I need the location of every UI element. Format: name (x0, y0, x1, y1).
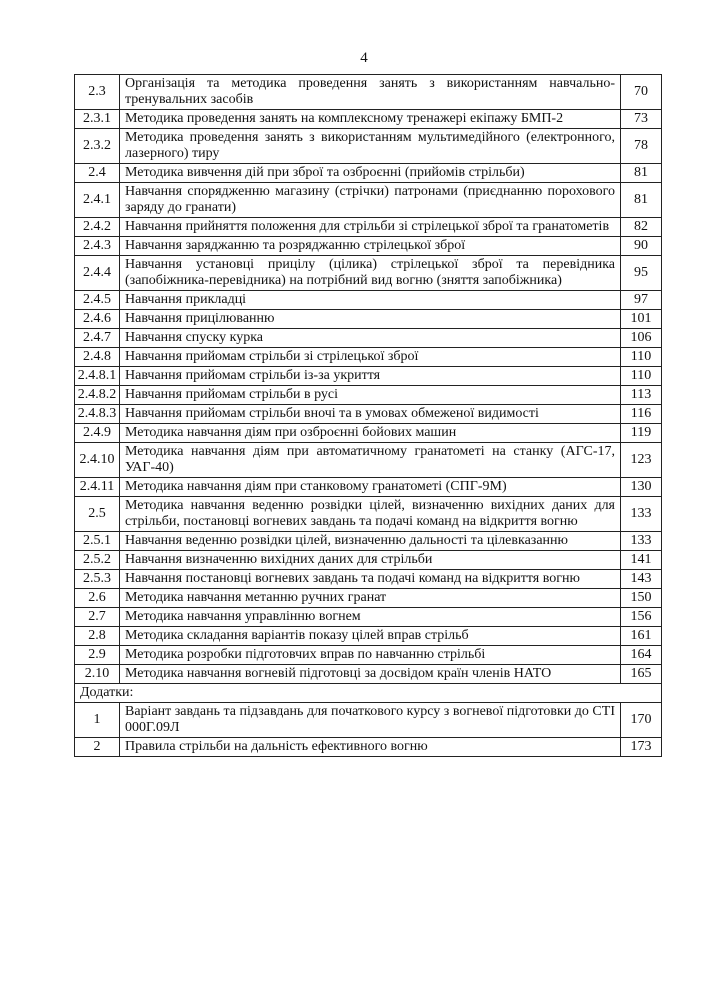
toc-page-number: 81 (621, 164, 662, 183)
toc-section-title: Правила стрільби на дальність ефективного вогню (120, 738, 621, 757)
toc-section-number: 2.4.8.3 (75, 405, 120, 424)
toc-section-title: Навчання постановці вогневих завдань та подачі команд на відкриття вогню (120, 570, 621, 589)
toc-row (75, 424, 662, 443)
toc-section-title: Методика навчання вогневій підготовці за досвідом країн членів НАТО (120, 665, 621, 684)
toc-section-title: Методика розробки підготовчих вправ по навчанню стрільбі (120, 646, 621, 665)
toc-row (75, 443, 662, 478)
toc-page-number: 73 (621, 110, 662, 129)
toc-section-number: 2.4.11 (75, 478, 120, 497)
toc-section-number: 2.5.1 (75, 532, 120, 551)
toc-row (75, 646, 662, 665)
toc-appendix-header-row (75, 684, 662, 703)
toc-section-title: Методика проведення занять на комплексному тренажері екіпажу БМП-2 (120, 110, 621, 129)
toc-page-number: 113 (621, 386, 662, 405)
toc-row (75, 237, 662, 256)
toc-section-number: 2.3.1 (75, 110, 120, 129)
toc-section-title: Методика складання варіантів показу цілей вправ стрільб (120, 627, 621, 646)
toc-page-number: 81 (621, 183, 662, 218)
toc-page-number: 78 (621, 129, 662, 164)
toc-page-number: 133 (621, 497, 662, 532)
toc-section-title: Методика навчання веденню розвідки цілей, визначенню вихідних даних для стрільби, постановці вогневих завдань та подачі команд на відкриття вогню (120, 497, 621, 532)
toc-section-title: Методика навчання діям при автоматичному гранатометі на станку (АГС-17, УАГ-40) (120, 443, 621, 478)
toc-row (75, 608, 662, 627)
toc-section-number: 2.4.4 (75, 256, 120, 291)
toc-section-number: 2.6 (75, 589, 120, 608)
toc-section-number: 2.4.5 (75, 291, 120, 310)
toc-page-number: 123 (621, 443, 662, 478)
toc-section-number: 2.4.10 (75, 443, 120, 478)
toc-page-number: 156 (621, 608, 662, 627)
toc-section-number: 2.4.8.2 (75, 386, 120, 405)
toc-row (75, 532, 662, 551)
toc-section-number: 2.5.3 (75, 570, 120, 589)
toc-page-number: 110 (621, 348, 662, 367)
toc-page-number: 161 (621, 627, 662, 646)
toc-section-title: Навчання прикладці (120, 291, 621, 310)
toc-section-title: Навчання прийомам стрільби із-за укриття (120, 367, 621, 386)
toc-row (75, 665, 662, 684)
toc-page-number: 173 (621, 738, 662, 757)
toc-row (75, 478, 662, 497)
toc-page-number: 101 (621, 310, 662, 329)
toc-section-title: Навчання заряджанню та розряджанню стрілецької зброї (120, 237, 621, 256)
toc-row (75, 348, 662, 367)
toc-row (75, 329, 662, 348)
toc-page-number: 170 (621, 703, 662, 738)
toc-section-title: Методика навчання метанню ручних гранат (120, 589, 621, 608)
toc-row (75, 110, 662, 129)
toc-section-title: Організація та методика проведення занять з використанням навчально-тренувальних засобів (120, 75, 621, 110)
toc-page-number: 150 (621, 589, 662, 608)
toc-body (75, 75, 662, 757)
toc-page-number: 143 (621, 570, 662, 589)
table-of-contents (74, 74, 662, 757)
toc-page-number: 82 (621, 218, 662, 237)
toc-page-number: 95 (621, 256, 662, 291)
toc-page-number: 106 (621, 329, 662, 348)
toc-section-title: Методика проведення занять з використанням мультимедійного (електронного, лазерного) тиру (120, 129, 621, 164)
toc-section-number: 2.5.2 (75, 551, 120, 570)
toc-row (75, 405, 662, 424)
toc-page-number: 164 (621, 646, 662, 665)
toc-section-title: Методика вивчення дій при зброї та озброєнні (прийомів стрільби) (120, 164, 621, 183)
toc-row (75, 589, 662, 608)
toc-section-title: Варіант завдань та підзавдань для початкового курсу з вогневої підготовки до СТІ 000Г.09Л (120, 703, 621, 738)
toc-section-number: 2.4.9 (75, 424, 120, 443)
toc-section-number: 2.3 (75, 75, 120, 110)
toc-section-number: 2.4.7 (75, 329, 120, 348)
toc-appendix-header: Додатки: (75, 684, 662, 703)
toc-section-number: 2.4 (75, 164, 120, 183)
toc-section-number: 2.4.8.1 (75, 367, 120, 386)
toc-section-number: 1 (75, 703, 120, 738)
toc-row (75, 627, 662, 646)
toc-row (75, 386, 662, 405)
toc-row (75, 164, 662, 183)
toc-section-number: 2.10 (75, 665, 120, 684)
toc-section-number: 2.8 (75, 627, 120, 646)
toc-section-number: 2.4.6 (75, 310, 120, 329)
toc-row (75, 497, 662, 532)
toc-section-title: Навчання прийомам стрільби вночі та в умовах обмеженої видимості (120, 405, 621, 424)
toc-row (75, 310, 662, 329)
toc-section-title: Навчання веденню розвідки цілей, визначенню дальності та цілевказанню (120, 532, 621, 551)
toc-row (75, 703, 662, 738)
toc-page-number: 165 (621, 665, 662, 684)
toc-row (75, 291, 662, 310)
toc-section-title: Методика навчання діям при озброєнні бойових машин (120, 424, 621, 443)
toc-section-title: Навчання прийняття положення для стрільби зі стрілецької зброї та гранатометів (120, 218, 621, 237)
toc-page-number: 97 (621, 291, 662, 310)
toc-section-title: Методика навчання управлінню вогнем (120, 608, 621, 627)
toc-section-number: 2.4.8 (75, 348, 120, 367)
toc-section-title: Методика навчання діям при станковому гранатометі (СПГ-9М) (120, 478, 621, 497)
toc-row (75, 570, 662, 589)
toc-page-number: 130 (621, 478, 662, 497)
toc-section-number: 2.4.2 (75, 218, 120, 237)
toc-section-title: Навчання спорядженню магазину (стрічки) патронами (приєднанню порохового заряду до гранати) (120, 183, 621, 218)
toc-page-number: 110 (621, 367, 662, 386)
toc-section-number: 2.7 (75, 608, 120, 627)
toc-row (75, 183, 662, 218)
toc-page-number: 90 (621, 237, 662, 256)
toc-section-number: 2.9 (75, 646, 120, 665)
toc-page-number: 119 (621, 424, 662, 443)
toc-row (75, 75, 662, 110)
toc-page-number: 133 (621, 532, 662, 551)
toc-row (75, 367, 662, 386)
toc-section-number: 2.5 (75, 497, 120, 532)
toc-page-number: 116 (621, 405, 662, 424)
toc-section-number: 2.4.3 (75, 237, 120, 256)
toc-section-title: Навчання установці прицілу (цілика) стрілецької зброї та перевідника (запобіжника-перевідника) на потрібний вид вогню (зняття запобіжника) (120, 256, 621, 291)
toc-section-number: 2 (75, 738, 120, 757)
toc-row (75, 738, 662, 757)
toc-section-number: 2.3.2 (75, 129, 120, 164)
toc-section-title: Навчання спуску курка (120, 329, 621, 348)
toc-section-title: Навчання прийомам стрільби зі стрілецької зброї (120, 348, 621, 367)
toc-section-title: Навчання прицілюванню (120, 310, 621, 329)
toc-section-title: Навчання визначенню вихідних даних для стрільби (120, 551, 621, 570)
toc-page-number: 141 (621, 551, 662, 570)
toc-page-number: 70 (621, 75, 662, 110)
toc-row (75, 129, 662, 164)
toc-section-number: 2.4.1 (75, 183, 120, 218)
page-number: 4 (360, 50, 368, 66)
toc-row (75, 256, 662, 291)
toc-row (75, 218, 662, 237)
toc-row (75, 551, 662, 570)
toc-section-title: Навчання прийомам стрільби в русі (120, 386, 621, 405)
